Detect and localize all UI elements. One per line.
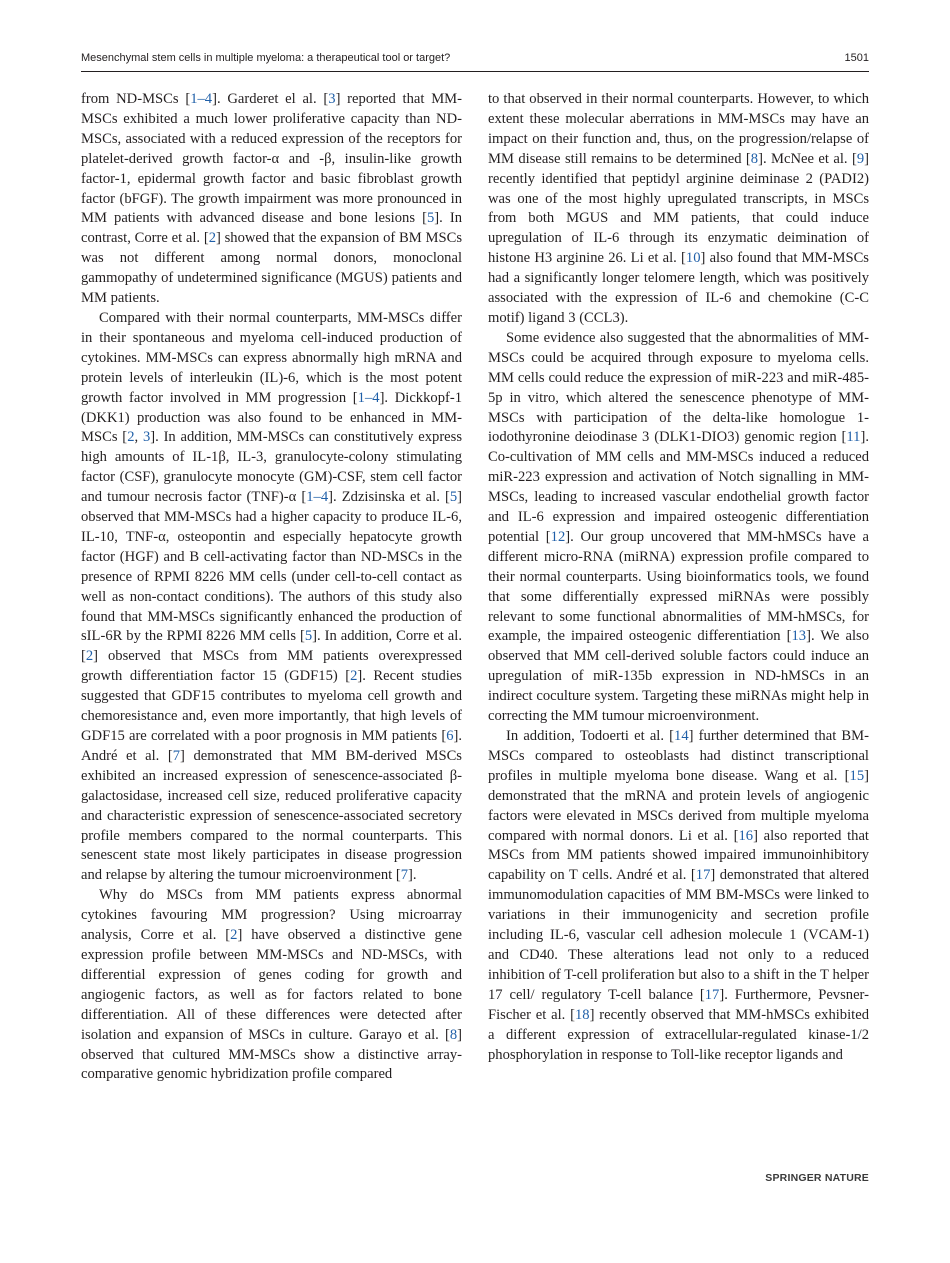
paragraph-text: ] observed that cultured MM-MSCs show a distinctive array-comparative genomic hybridization profile compared	[81, 1026, 462, 1083]
paragraph-text: ]. In addition, Corre et al. [	[81, 628, 462, 665]
paragraph-text: In addition, Todoerti et al. [	[506, 728, 675, 744]
citation-link[interactable]: 2	[208, 230, 216, 247]
paragraph-text: ] demonstrated that the mRNA and protein levels of angiogenic factors were elevated in MSCs derived from multiple myeloma compared with normal donors. Li et al. [	[488, 767, 869, 844]
citation-link[interactable]: 14	[674, 728, 689, 744]
citation-link[interactable]: 2	[350, 668, 358, 685]
paragraph-text: ].	[408, 867, 417, 884]
citation-link[interactable]: 2	[85, 648, 94, 665]
citation-link[interactable]: 3	[142, 429, 151, 446]
citation-link[interactable]: 2	[230, 927, 238, 944]
paragraph-text: ] also reported that MSCs from MM patients showed impaired immunoinhibitory capability on T cells. André et al. [	[488, 827, 869, 884]
running-head	[81, 52, 869, 68]
citation-link[interactable]: 1–4	[190, 91, 213, 107]
paragraph-text: ] observed that MM-MSCs had a higher capacity to produce IL-6, IL-10, TNF-α, osteopontin and especially hepatocyte growth factor (HGF) and B cell-activating factor than ND-MSCs in the presence of RPMI 8226 MM cells (under cell-to-cell contact as well as non-contact conditions). The authors of this study also found that MM-MSCs significantly enhanced the production of sIL-6R by the RPMI 8226 MM cells [	[81, 489, 462, 645]
paragraph	[81, 886, 462, 1085]
paragraph-text: ,	[134, 429, 143, 446]
citation-link[interactable]: 1–4	[306, 489, 329, 506]
paragraph-text: ]. Recent studies suggested that GDF15 contributes to myeloma cell growth and chemoresistance and, even more importantly, that high levels of GDF15 are correlated with a poor prognosis in MM patients [	[81, 668, 462, 744]
paragraph-text: ] further determined that BM-MSCs compared to osteoblasts had distinct transcriptional profiles in multiple myeloma bone disease. Wang et al. [	[488, 728, 869, 784]
citation-link[interactable]: 17	[704, 986, 720, 1003]
citation-link[interactable]: 7	[172, 747, 181, 764]
citation-link[interactable]: 12	[550, 528, 566, 545]
citation-link[interactable]: 15	[849, 767, 865, 784]
citation-link[interactable]: 3	[328, 91, 336, 107]
citation-link[interactable]: 5	[449, 489, 458, 506]
citation-link[interactable]: 1–4	[357, 389, 380, 406]
paragraph-text: ] demonstrated that MM BM-derived MSCs exhibited an increased expression of senescence-associated β-galactosidase, increased cell size, reduced proliferative capacity and characteristic expression of senescence-associated secretory profile members compared to the normal counterparts. This senescent state most likely participates in disease progression and relapse by altering the tumour microenvironment [	[81, 747, 462, 884]
running-title: Mesenchymal stem cells in multiple myeloma: a therapeutical tool or target?	[81, 52, 451, 64]
citation-link[interactable]: 6	[446, 728, 454, 744]
citation-link[interactable]: 7	[400, 867, 409, 884]
paragraph-text: ]. Furthermore, Pevsner-Fischer et al. [	[488, 986, 869, 1023]
citation-link[interactable]: 17	[695, 867, 711, 884]
header-rule	[81, 71, 869, 72]
paragraph-text: ]. Dickkopf-1 (DKK1) production was also found to be enhanced in MM-MSCs [	[81, 389, 463, 446]
right-column	[488, 90, 869, 1065]
page-number: 1501	[844, 52, 869, 64]
citation-link[interactable]: 2	[127, 429, 135, 446]
paragraph-text: ] reported that MM-MSCs exhibited a much lower proliferative capacity than ND-MSCs, associated with a reduced expression of the receptors for platelet-derived growth factor-α and -β, insulin-like growth factor-1, epidermal growth factor and basic fibroblast growth factor (bFGF). The growth impairment was more pronounced in MM patients with advanced disease and bone lesions [	[81, 91, 463, 227]
paragraph-text: ]. McNee et al. [	[758, 150, 857, 167]
paragraph-text: ] recently identified that peptidyl arginine deiminase 2 (PADI2) was one of the most highly upregulated transcripts, in MSCs from both MGUS and MM patients, that could induce upregulation of IL-6 through its enzymatic deimination of histone H3 arginine 26. Li et al. [	[488, 150, 869, 267]
paragraph-text: ] recently observed that MM-hMSCs exhibited a different expression of extracellular-regulated kinase-1/2 phosphorylation in response to Toll-like receptor ligands and	[488, 1006, 869, 1063]
paragraph	[81, 90, 462, 309]
citation-link[interactable]: 9	[856, 150, 865, 167]
paragraph-text: to that observed in their normal counterparts. However, to which extent these molecular aberrations in MM-MSCs may have an impact on their function and, thus, on the progression/relapse of MM disease still remains to be determined [	[488, 91, 869, 167]
paragraph-text: ]. Co-cultivation of MM cells and MM-MSCs induced a reduced miR-223 expression and activation of Notch signalling in MM-MSCs, leading to increased vascular endothelial growth factor and IL-6 expression and impaired osteogenic differentiation potential [	[488, 429, 869, 545]
paragraph-text: ]. In addition, MM-MSCs can constitutively express high amounts of IL-1β, IL-3, granulocyte-colony stimulating factor (CSF), granulocyte monocyte (GM)-CSF, stem cell factor and tumour necrosis factor (TNF)-α [	[81, 429, 463, 506]
citation-link[interactable]: 8	[449, 1026, 458, 1043]
paragraph-text: ] demonstrated that altered immunomodulation capacities of MM BM-MSCs were linked to variations in their immunogenicity and secretion profile including IL-6, vascular cell adhesion molecule 1 (VCAM-1) and CD40. These alterations lead not only to a reduced inhibition of T-cell proliferation but also to a shift in the T helper 17 cell/ regulatory T-cell balance [	[488, 867, 869, 1003]
paragraph-text: ]. Zdzisinska et al. [	[328, 489, 450, 506]
paragraph-text: ] showed that the expansion of BM MSCs was not different among normal donors, monoclonal gammopathy of undetermined significance (MGUS) patients and MM patients.	[81, 230, 462, 307]
paragraph-text: Compared with their normal counterparts, MM-MSCs differ in their spontaneous and myeloma cell-induced production of cytokines. MM-MSCs can express abnormally high mRNA and protein levels of interleukin (IL)-6, which is the most potent growth factor involved in MM progression [	[81, 309, 462, 406]
paragraph	[488, 90, 869, 329]
citation-link[interactable]: 10	[685, 250, 701, 267]
paragraph	[81, 309, 462, 886]
paragraph-text: ]. André et al. [	[81, 728, 462, 764]
paragraph-text: from ND-MSCs [	[81, 91, 191, 107]
paragraph-text: ]. In contrast, Corre et al. [	[81, 210, 462, 247]
paragraph-text: ]. Our group uncovered that MM-hMSCs have a different micro-RNA (miRNA) expression profile compared to their normal counterparts. Using bioinformatics tools, we found that some differentially expressed miRNAs were possibly relevant to some functional abnormalities of MM-hMSCs, for example, the impaired osteogenic differentiation [	[488, 528, 869, 645]
paragraph-text: Some evidence also suggested that the abnormalities of MM-MSCs could be acquired through exposure to myeloma cells. MM cells could reduce the expression of miR-223 and miR-485-5p in vitro, which altered the senescence phenotype of MM-MSCs with participation of the delta-like homologue 1- iodothyronine deiodinase 3 (DLK1-DIO3) genomic region [	[488, 329, 869, 446]
citation-link[interactable]: 13	[791, 628, 807, 645]
paragraph-text: ]. We also observed that MM cell-derived soluble factors could induce an upregulation of miR-135b expression in ND-hMSCs in an indirect coculture system. Targeting these miRNAs might help in correcting the MM tumour microenvironment.	[488, 628, 870, 725]
citation-link[interactable]: 5	[304, 628, 313, 645]
paragraph-text: Why do MSCs from MM patients express abnormal cytokines favouring MM progression? Using microarray analysis, Corre et al. [	[81, 887, 462, 944]
paragraph	[488, 727, 869, 1065]
citation-link[interactable]: 8	[750, 150, 759, 167]
paragraph-text: ] observed that MSCs from MM patients overexpressed growth differentiation factor 15 (GDF15) [	[81, 648, 462, 685]
publisher-logo: SPRINGER NATURE	[765, 1172, 869, 1184]
paragraph	[488, 329, 869, 727]
left-column	[81, 90, 462, 1085]
paragraph-text: ]. Garderet el al. [	[212, 91, 329, 107]
citation-link[interactable]: 5	[426, 210, 435, 227]
citation-link[interactable]: 11	[846, 429, 861, 446]
paragraph-text: ] also found that MM-MSCs had a significantly longer telomere length, which was positively associated with the expression of IL-6 and chemokine (C-C motif) ligand 3 (CCL3).	[488, 250, 869, 326]
citation-link[interactable]: 18	[574, 1006, 590, 1023]
paragraph-text: ] have observed a distinctive gene expression profile between MM-MSCs and ND-MSCs, with differential expression of genes coding for growth and angiogenic factors, as well as for factors related to bone differentiation. All of these differences were detected after isolation and expansion of MSCs in culture. Garayo et al. [	[81, 927, 463, 1043]
citation-link[interactable]: 16	[738, 827, 754, 844]
